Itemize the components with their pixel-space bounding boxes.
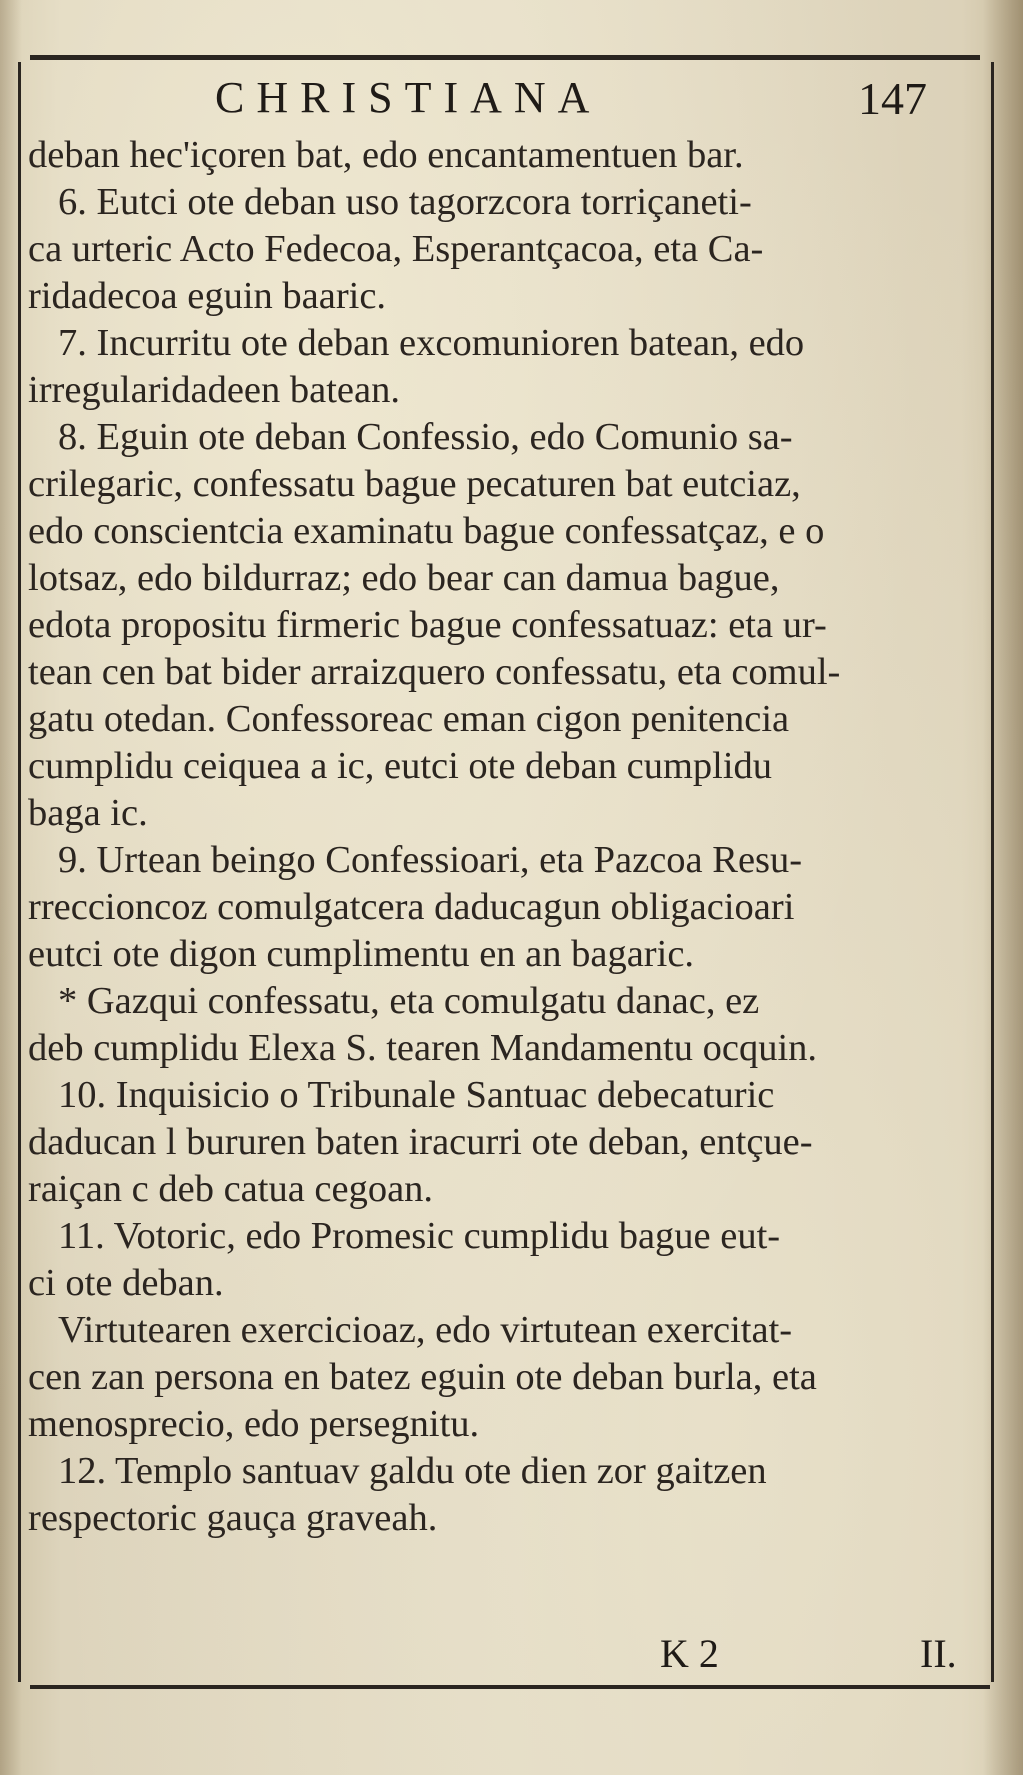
- text-line: 6. Eutci ote deban uso tagorzcora torriçaneti-: [58, 181, 752, 223]
- text-line: 7. Incurritu ote deban excomunioren batean, edo: [58, 322, 805, 364]
- text-line: 12. Templo santuav galdu ote dien zor gaitzen: [58, 1450, 767, 1492]
- text-line: tean cen bat bider arraizquero confessatu, eta comul-: [28, 651, 841, 693]
- text-line: crilegaric, confessatu bague pecaturen bat eutciaz,: [28, 463, 801, 505]
- signature-mark: K 2: [660, 1631, 719, 1676]
- page-number: 147: [858, 73, 927, 124]
- text-line: ca urteric Acto Fedecoa, Esperantçacoa, eta Ca-: [28, 228, 764, 270]
- text-line: edota propositu firmeric bague confessatuaz: eta ur-: [28, 604, 827, 646]
- bottom-rule: [30, 1685, 990, 1689]
- text-line: cumplidu ceiquea a ic, eutci ote deban cumplidu: [28, 745, 773, 787]
- text-line: 11. Votoric, edo Promesic cumplidu bague eut-: [58, 1215, 781, 1257]
- text-line: raiçan c deb catua cegoan.: [28, 1168, 434, 1210]
- text-line: 9. Urtean beingo Confessioari, eta Pazcoa Resu-: [58, 839, 803, 881]
- running-head: [0, 72, 1023, 132]
- text-line: irregularidadeen batean.: [28, 369, 400, 411]
- text-line: baga ic.: [28, 792, 148, 834]
- text-line: * Gazqui confessatu, eta comulgatu danac, ez: [58, 980, 760, 1022]
- top-rule: [30, 55, 980, 60]
- text-line: edo conscientcia examinatu bague confessatçaz, e o: [28, 510, 825, 552]
- text-line: daducan l bururen baten iracurri ote deban, entçue-: [28, 1121, 813, 1163]
- page-footer: [0, 1630, 1023, 1680]
- text-line: ridadecoa eguin baaric.: [28, 275, 387, 317]
- text-line: menosprecio, edo persegnitu.: [28, 1403, 480, 1445]
- text-line: 8. Eguin ote deban Confessio, edo Comunio sa-: [58, 416, 793, 458]
- text-line: respectoric gauça graveah.: [28, 1497, 438, 1539]
- text-line: eutci ote digon cumplimentu en an bagaric.: [28, 933, 695, 975]
- text-line: ci ote deban.: [28, 1262, 224, 1304]
- catchword: II.: [920, 1631, 957, 1676]
- text-line: lotsaz, edo bildurraz; edo bear can damua bague,: [28, 557, 780, 599]
- text-line: cen zan persona en batez eguin ote deban burla, eta: [28, 1356, 817, 1398]
- running-title: CHRISTIANA: [215, 73, 602, 122]
- text-line: 10. Inquisicio o Tribunale Santuac debecaturic: [58, 1074, 775, 1116]
- text-line: gatu otedan. Confessoreac eman cigon penitencia: [28, 698, 790, 740]
- text-line: deb cumplidu Elexa S. tearen Mandamentu ocquin.: [28, 1027, 818, 1069]
- text-line: Virtutearen exercicioaz, edo virtutean exercitat-: [58, 1309, 793, 1351]
- text-line: rreccioncoz comulgatcera daducagun obligacioari: [28, 886, 795, 928]
- main-text: [28, 132, 978, 1542]
- text-line: deban hec'içoren bat, edo encantamentuen bar.: [28, 134, 744, 176]
